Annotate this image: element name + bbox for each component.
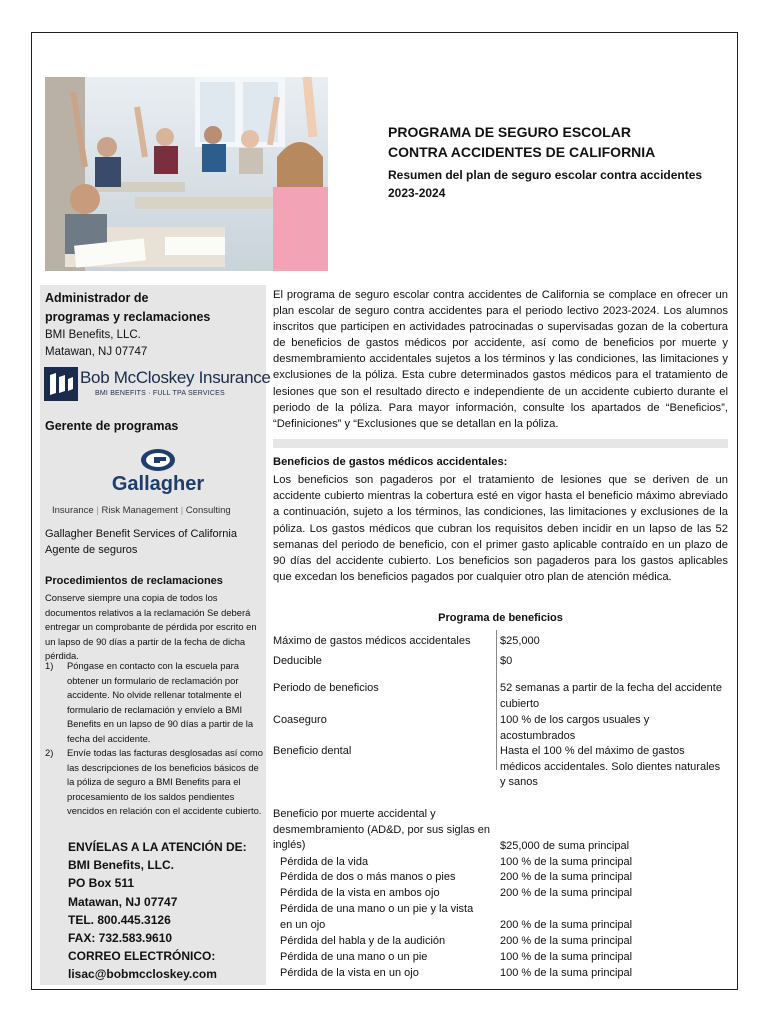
schedule-label: Periodo de beneficios: [273, 682, 379, 694]
gallagher-tag-risk: Risk Management: [101, 505, 179, 516]
schedule-value: 100 % de los cargos usuales y acostumbrados: [500, 714, 650, 742]
title-line-1: PROGRAMA DE SEGURO ESCOLAR: [388, 124, 631, 140]
schedule-label: Beneficio por muerte accidental y desmembramiento (AD&D, por sus siglas en inglés): [273, 808, 491, 851]
schedule-value: 200 % de la suma principal: [500, 919, 633, 931]
claims-intro: Conserve siempre una copia de todos los documentos relativos a la reclamación Se deberá entregar un comprobante de pérdida por escrito en un lapso de 90 días a partir de la fecha de dicha pérdida.: [45, 592, 257, 661]
bm-logo-sub: BMI BENEFITS · FULL TPA SERVICES: [95, 390, 225, 397]
contact-email-label: CORREO ELECTRÓNICO:: [68, 949, 216, 964]
gallagher-name: Gallagher: [111, 473, 205, 495]
gallagher-tag-consulting: Consulting: [185, 505, 231, 516]
schedule-title: Programa de beneficios: [438, 612, 563, 624]
claims-step-text: Póngase en contacto con la escuela para obtener un formulario de reclamación por accidente. No olvide rellenar totalmente el formulario de reclamación y envíelo a BMI Benefits en un lapso de 90 días a partir de la fecha del accidente.: [67, 660, 254, 744]
claims-steps: [45, 659, 267, 819]
claims-step-text: Envíe todas las facturas desglosadas así como las descripciones de los beneficios básicos de la póliza de seguro a BMI Benefits para el procesamiento de los saldos pendientes vencidos en relación con el accidente cubierto.: [67, 747, 263, 816]
admin-city: Matawan, NJ 07747: [45, 346, 148, 358]
schedule-label: Coaseguro: [273, 714, 327, 726]
contact-po-box: PO Box 511: [68, 876, 135, 891]
gallagher-company: Gallagher Benefit Services of California: [45, 528, 237, 540]
schedule-value: 100 % de la suma principal: [500, 951, 633, 963]
schedule-label: Pérdida de una mano o un pie y la vista en un ojo: [280, 903, 474, 931]
title-line-2: CONTRA ACCIDENTES DE CALIFORNIA: [388, 144, 656, 160]
contact-email-link[interactable]: lisac@bobmccloskey.com: [68, 967, 217, 982]
document-header: [388, 122, 733, 202]
bob-mccloskey-logo: [44, 365, 271, 403]
schedule-label: Máximo de gastos médicos accidentales: [273, 635, 471, 647]
benefits-paragraph: Los beneficios son pagaderos por el tratamiento de lesiones que se deriven de un accidente cubierto mientras la cobertura esté en vigor hasta el beneficio máximo abreviado a continuación, sujeto a los términos, las condiciones, las limitaciones y exclusiones de la póliza. Los gastos médicos que cubran los requisitos deben incidir en un lapso de las 52 semanas del periodo de beneficio, con el primer gasto aplicable contraído en un plazo de 90 días del accidente cubierto. Los beneficios son pagaderos para los gastos aplicables que excedan los beneficios pagados por cualquier otro plan de atención médica.: [273, 474, 728, 584]
classroom-photo: [45, 77, 328, 271]
contact-block: [68, 838, 247, 984]
schedule-value: 100 % de la suma principal: [500, 856, 633, 868]
schedule-value: $0: [500, 655, 513, 667]
schedule-label: Pérdida de una mano o un pie: [280, 951, 428, 963]
benefits-title: Beneficios de gastos médicos accidentales:: [273, 456, 508, 468]
admin-name: BMI Benefits, LLC.: [45, 329, 141, 341]
gallagher-tag-insurance: Insurance: [52, 505, 94, 516]
section-divider: [273, 439, 728, 448]
gallagher-role: Agente de seguros: [45, 544, 138, 556]
contact-fax: FAX: 732.583.9610: [68, 931, 173, 946]
schedule-value: $25,000 de suma principal: [500, 840, 630, 852]
contact-send-to: ENVÍELAS A LA ATENCIÓN DE:: [68, 840, 247, 854]
bm-logo-name: Bob McCloskey Insurance: [80, 368, 271, 387]
schedule-value: $25,000: [500, 635, 540, 647]
intro-paragraph: El programa de seguro escolar contra accidentes de California se complace en ofrecer un plan escolar de seguro contra accidentes para el periodo lectivo 2023-2024. Los alumnos inscritos que participen en actividades patrocinadas o supervisadas gozan de la cobertura de beneficios de gastos médicos por accidente, así como de beneficios por muerte y desmembramiento accidentales sujetos a los términos y las condiciones, las limitaciones y exclusiones de la póliza. Esta cubre determinados gastos médicos para el tratamiento de lesiones que son el resultado directo e independiente de un accidente cubierto durante el periodo de la póliza. Para mayor información, consulte los apartados de “Beneficios”, “Definiciones” y “Exclusiones que se detallan en la póliza.: [273, 289, 728, 430]
claims-step-number: 1): [45, 660, 54, 671]
claims-title: Procedimientos de reclamaciones: [45, 575, 223, 587]
claims-step: [45, 659, 267, 746]
gallagher-emblem-icon: [140, 448, 176, 472]
schedule-column-divider: [496, 630, 497, 770]
schedule-label: Beneficio dental: [273, 745, 352, 757]
admin-title-line-1: Administrador de: [45, 291, 149, 305]
claims-step-number: 2): [45, 747, 54, 758]
schedule-label: Deducible: [273, 655, 322, 667]
subtitle-line-2: 2023-2024: [388, 186, 446, 200]
schedule-value: 52 semanas a partir de la fecha del accidente cubierto: [500, 682, 722, 710]
gallagher-logo: [88, 448, 228, 498]
contact-company: BMI Benefits, LLC.: [68, 858, 175, 873]
schedule-label: Pérdida de la vida: [280, 856, 369, 868]
bm-emblem-icon: [44, 367, 78, 401]
schedule-value: 100 % de la suma principal: [500, 967, 633, 979]
schedule-label: Pérdida de dos o más manos o pies: [280, 871, 456, 883]
contact-tel: TEL. 800.445.3126: [68, 912, 171, 927]
schedule-value: 200 % de la suma principal: [500, 935, 633, 947]
admin-title: [45, 289, 267, 327]
schedule-value: 200 % de la suma principal: [500, 887, 633, 899]
schedule-value: 200 % de la suma principal: [500, 871, 633, 883]
subtitle-line-1: Resumen del plan de seguro escolar contra accidentes: [388, 168, 703, 182]
admin-title-line-2: programas y reclamaciones: [45, 310, 211, 324]
schedule-label: Pérdida de la vista en ambos ojo: [280, 887, 440, 899]
manager-title: Gerente de programas: [45, 419, 179, 433]
gallagher-tagline: Insurance | Risk Management | Consulting: [52, 505, 231, 516]
claims-step: [45, 746, 267, 819]
schedule-label: Pérdida de la vista en un ojo: [280, 967, 419, 979]
schedule-label: Pérdida del habla y de la audición: [280, 935, 446, 947]
contact-city: Matawan, NJ 07747: [68, 894, 178, 909]
schedule-value: Hasta el 100 % del máximo de gastos médicos accidentales. Solo dientes naturales y sanos: [500, 745, 721, 788]
